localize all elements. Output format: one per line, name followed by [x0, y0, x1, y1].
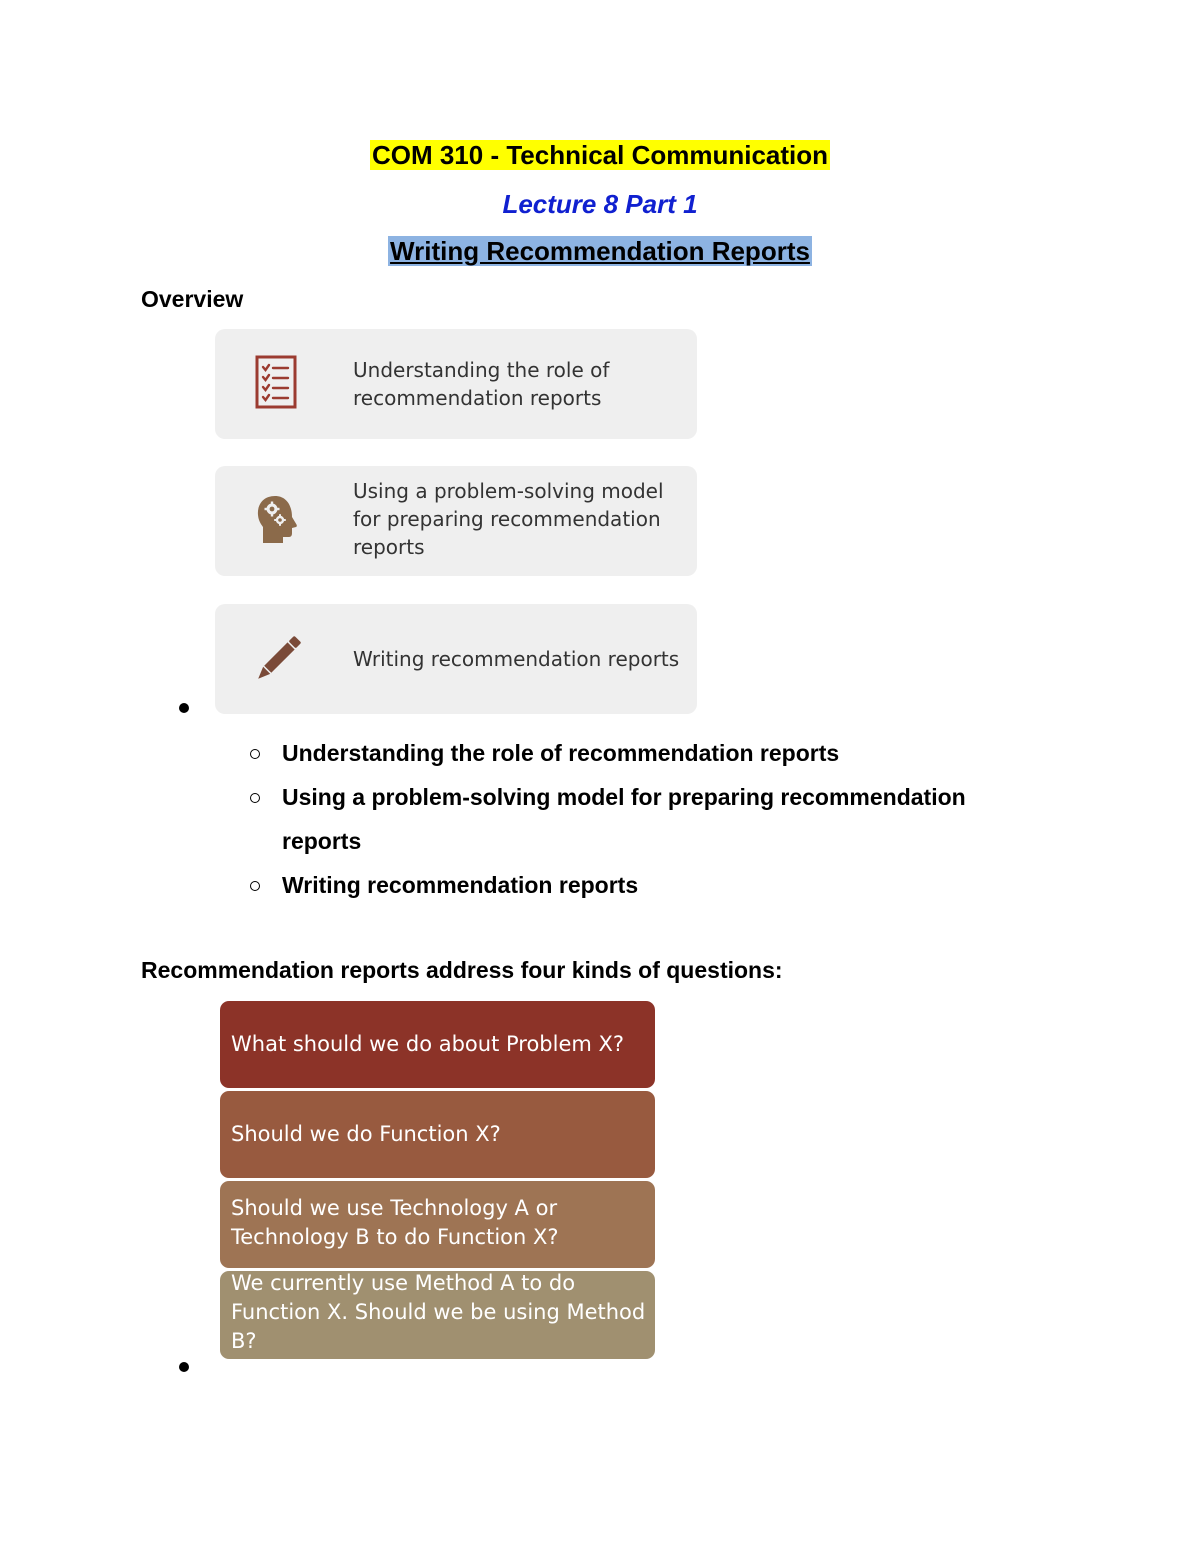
question-text: What should we do about Problem X? — [231, 1032, 625, 1056]
question-text: Should we use Technology A or Technology B to do Function X? — [231, 1196, 559, 1249]
bullet-marker — [179, 703, 189, 713]
topic-title-text: Writing Recommendation Reports — [390, 236, 810, 266]
overview-sub-list — [248, 731, 1008, 907]
list-item-text: Understanding the role of recommendation reports — [282, 740, 840, 766]
overview-card-text: Writing recommendation reports — [353, 647, 680, 671]
question-box-function — [220, 1091, 655, 1178]
questions-heading: Recommendation reports address four kinds of questions: — [141, 957, 783, 983]
question-box-technology — [220, 1181, 655, 1268]
checklist-icon — [253, 354, 303, 414]
overview-card-role — [215, 329, 697, 439]
circle-bullet-icon — [250, 881, 260, 891]
overview-heading: Overview — [141, 286, 244, 312]
list-item — [248, 863, 1008, 907]
question-box-problem — [220, 1001, 655, 1088]
overview-card-writing — [215, 604, 697, 714]
question-box-method — [220, 1271, 655, 1359]
overview-card-text: Understanding the role of recommendation reports — [353, 358, 610, 410]
overview-card-model — [215, 466, 697, 576]
topic-title — [0, 236, 1200, 267]
list-item-text: Writing recommendation reports — [282, 872, 639, 898]
overview-card-text: Using a problem-solving model for preparing recommendation reports — [353, 479, 664, 559]
bullet-marker — [179, 1362, 189, 1372]
course-title — [0, 140, 1200, 171]
pencil-icon — [253, 629, 303, 689]
lecture-title: Lecture 8 Part 1 — [502, 189, 698, 219]
list-item — [248, 775, 1008, 863]
question-text: Should we do Function X? — [231, 1122, 501, 1146]
circle-bullet-icon — [250, 749, 260, 759]
head-gears-icon — [253, 491, 303, 551]
course-title-text: COM 310 - Technical Communication — [371, 140, 829, 170]
list-item — [248, 731, 1008, 775]
list-item-text: Using a problem-solving model for preparing recommendation reports — [282, 784, 966, 854]
question-text: We currently use Method A to do Function X. Should we be using Method B? — [231, 1271, 646, 1353]
circle-bullet-icon — [250, 793, 260, 803]
